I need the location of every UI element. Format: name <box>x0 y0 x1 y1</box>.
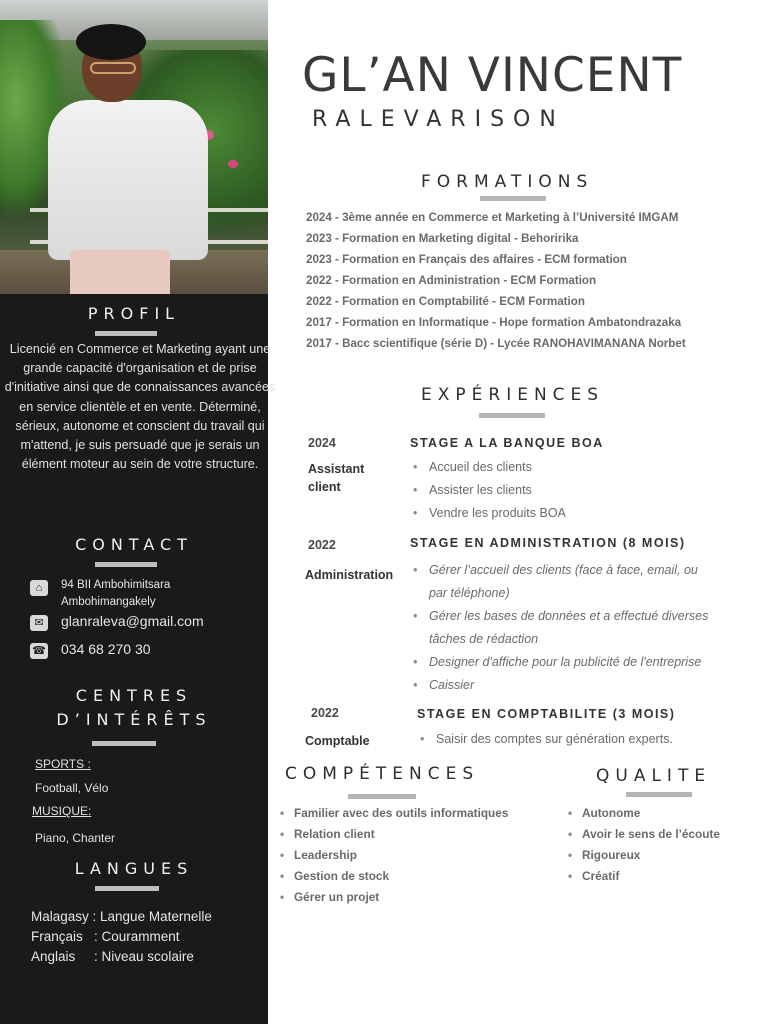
experience-year: 2022 <box>311 706 339 720</box>
sports-value: Football, Vélo <box>35 781 109 795</box>
experience-year: 2022 <box>308 538 336 552</box>
languages-heading: LANGUES <box>74 859 194 878</box>
experience-task: • Caissier <box>429 674 474 697</box>
language-item: Malagasy : Langue Maternelle <box>31 909 212 924</box>
experience-task: • Accueil des clients <box>429 456 532 479</box>
formation-item: 2017 - Formation en Informatique - Hope formation Ambatondrazaka <box>306 316 682 329</box>
formation-item: 2022 - Formation en Comptabilité - ECM Formation <box>306 295 585 308</box>
experience-task: • Gérer les bases de données et a effectué diverses <box>429 605 708 628</box>
competence-item: • Leadership <box>294 848 357 862</box>
contact-divider <box>95 562 157 567</box>
language-item: Français : Couramment <box>31 929 180 944</box>
experience-title: STAGE A LA BANQUE BOA <box>410 436 604 450</box>
contact-email[interactable] <box>30 612 204 631</box>
sidebar <box>0 0 276 1024</box>
competences-heading: COMPÉTENCES <box>285 764 480 784</box>
experience-title: STAGE EN COMPTABILITE (3 MOIS) <box>417 707 676 721</box>
competences-divider <box>348 794 416 799</box>
envelope-icon: ✉ <box>30 615 48 631</box>
formation-item: 2022 - Formation en Administration - ECM Formation <box>306 274 597 287</box>
formations-heading: FORMATIONS <box>421 172 594 192</box>
experiences-divider <box>479 413 545 418</box>
music-label: MUSIQUE: <box>32 804 92 818</box>
name-last-line: RALEVARISON <box>312 107 565 132</box>
sports-label: SPORTS : <box>35 757 91 771</box>
address-line2: Ambohimangakely <box>61 596 156 608</box>
contact-heading: CONTACT <box>75 535 193 554</box>
formation-item: 2023 - Formation en Français des affaires - ECM formation <box>306 253 627 266</box>
experience-task: • Vendre les produits BOA <box>429 502 566 525</box>
profile-heading: PROFIL <box>87 304 181 323</box>
competence-item: • Gestion de stock <box>294 869 389 883</box>
music-value: Piano, Chanter <box>35 831 116 845</box>
experience-task-continued: tâches de rédaction <box>429 632 539 646</box>
competence-item: • Familier avec des outils informatiques <box>294 806 508 820</box>
experience-year: 2024 <box>308 436 336 450</box>
qualite-item: • Rigoureux <box>582 848 640 862</box>
formation-item: 2024 - 3ème année en Commerce et Marketing à l’Université IMGAM <box>306 211 679 224</box>
profile-photo <box>0 0 268 294</box>
profile-text: Licencié en Commerce et Marketing ayant une grande capacité d'organisation et de prise d'initiative ainsi que de connaissances avancées en service clientèle et en vente. Déterminé, sérieux, autonome et conscient du travail qui m'attend, je suis persuadé que je serais un élément moteur au sein de votre structure. <box>4 342 276 472</box>
experience-role: Administration <box>305 568 394 582</box>
name-first-line: GL’AN VINCENT <box>302 48 683 103</box>
experience-role: Comptable <box>305 734 370 748</box>
location-pin-icon: ⌂ <box>30 580 48 596</box>
formation-item: 2017 - Bacc scientifique (série D) - Lycée RANOHAVIMANANA Norbet <box>306 337 686 350</box>
address-line1: 94 BII Ambohimitsara <box>61 579 171 591</box>
interests-heading-line1: CENTRES <box>75 686 193 705</box>
experience-task-continued: par téléphone) <box>429 586 510 600</box>
experience-task: • Saisir des comptes sur génération experts. <box>436 728 673 751</box>
contact-phone[interactable] <box>30 640 151 659</box>
experience-task: • Assister les clients <box>429 479 532 502</box>
phone-icon: ☎ <box>30 643 48 659</box>
experience-task: • Designer d'affiche pour la publicité de l'entreprise <box>429 651 701 674</box>
phone-text[interactable]: 034 68 270 30 <box>61 641 151 657</box>
interests-divider <box>92 741 156 746</box>
languages-divider <box>95 886 159 891</box>
experiences-heading: EXPÉRIENCES <box>421 385 605 405</box>
formations-divider <box>480 196 546 201</box>
contact-address <box>30 577 170 611</box>
email-text[interactable]: glanraleva@gmail.com <box>61 613 204 629</box>
experience-task: • Gérer l’accueil des clients (face à face, email, ou <box>429 559 698 582</box>
qualite-item: • Avoir le sens de l’écoute <box>582 827 720 841</box>
language-item: Anglais : Niveau scolaire <box>31 949 194 964</box>
qualite-item: • Créatif <box>582 869 619 883</box>
formation-item: 2023 - Formation en Marketing digital - Behoririka <box>306 232 579 245</box>
experience-role: Assistant <box>308 462 365 476</box>
competence-item: • Gérer un projet <box>294 890 379 904</box>
competence-item: • Relation client <box>294 827 375 841</box>
experience-role: client <box>308 480 341 494</box>
qualite-heading: QUALITE <box>596 766 712 786</box>
profile-divider <box>95 331 157 336</box>
qualite-divider <box>626 792 692 797</box>
interests-heading-line2: D’INTÉRÊTS <box>56 710 212 729</box>
qualite-item: • Autonome <box>582 806 640 820</box>
experience-title: STAGE EN ADMINISTRATION (8 MOIS) <box>410 536 686 550</box>
